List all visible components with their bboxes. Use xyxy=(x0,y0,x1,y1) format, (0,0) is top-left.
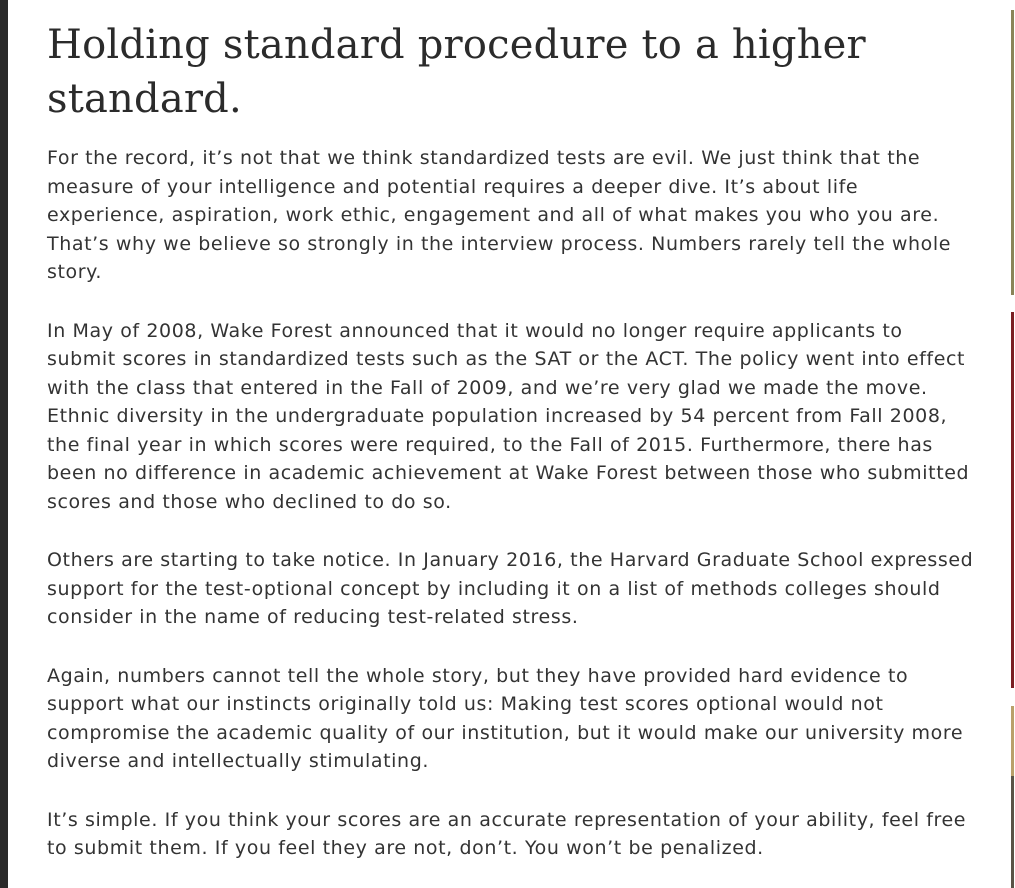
article-paragraph: For the record, it’s not that we think standardized tests are evil. We just think that the measure of your intelligence and potential requires a deeper dive. It’s about life experience, aspiration, work ethic, engagement and all of what makes you who you are. That’s why we believe so strongly in the interview process. Numbers rarely tell the whole story. xyxy=(47,147,952,283)
article-paragraph: In May of 2008, Wake Forest announced that it would no longer require applicants to submit scores in standardized tests such as the SAT or the ACT. The policy went into effect with the class that entered in the Fall of 2009, and we’re very glad we made the move. Ethnic diversity in the undergraduate population increased by 54 percent from Fall 2008, the final year in which scores were required, to the Fall of 2015. Furthermore, there has been no difference in academic achievement at Wake Forest between those who submitted scores and those who declined to do so. xyxy=(47,319,970,513)
accent-gold-segment xyxy=(1011,706,1014,776)
article-paragraph: Again, numbers cannot tell the whole story, but they have provided hard evidence to support what our instincts originally told us: Making test scores optional would not compromise the academic quality of our institution, but it would make our university more diverse and intellectually stimulating. xyxy=(47,664,964,772)
right-accent-bar xyxy=(1011,0,1015,888)
article-paragraph: It’s simple. If you think your scores are an accurate representation of your ability, feel free to submit them. If you feel they are not, don’t. You won’t be penalized. xyxy=(47,808,967,859)
article-content xyxy=(47,18,977,888)
accent-dark-segment xyxy=(1011,776,1014,888)
accent-maroon-segment xyxy=(1011,312,1014,688)
article-title: Holding standard procedure to a higher standard. xyxy=(47,22,866,122)
accent-olive-segment xyxy=(1011,10,1014,295)
left-edge-strip xyxy=(0,0,8,888)
article-paragraph: Others are starting to take notice. In January 2016, the Harvard Graduate School expressed support for the test-optional concept by including it on a list of methods colleges should consider in the name of reducing test-related stress. xyxy=(47,549,974,628)
